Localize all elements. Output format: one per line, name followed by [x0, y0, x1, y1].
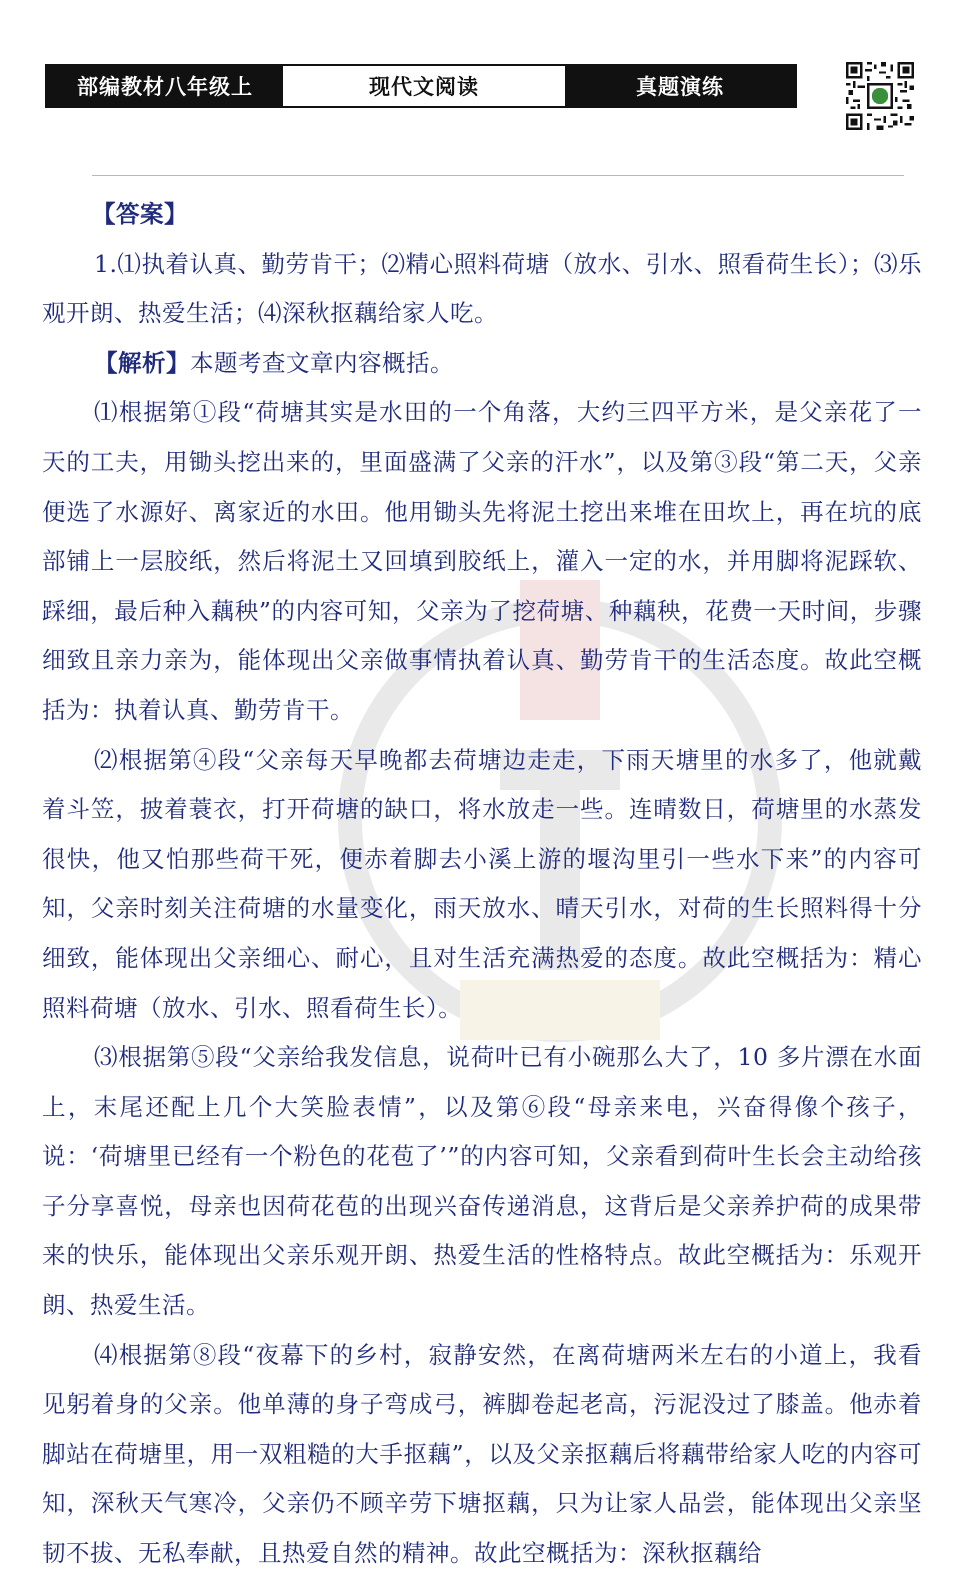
header-section-label: 现代文阅读 [283, 66, 565, 106]
answer-label: 【答案】 [92, 200, 188, 228]
analysis-paragraph: ⑴根据第①段“荷塘其实是水田的一个角落，大约三四平方米，是父亲花了一天的工夫，用锄头挖出来的，里面盛满了父亲的汗水”，以及第③段“第二天，父亲便选了水源好、离家近的水田。他用锄头先将泥土挖出来堆在田坎上，再在坑的底部铺上一层胶纸，然后将泥土又回填到胶纸上，灌入一定的水，并用脚将泥踩软、踩细，最后种入藕秧”的内容可知，父亲为了挖荷塘、种藕秧，花费一天时间，步骤细致且亲力亲为，能体现出父亲做事情执着认真、勤劳肯干的生活态度。故此空概括为：执着认真、勤劳肯干。 [42, 398, 922, 724]
analysis-paragraph: ⑶根据第⑤段“父亲给我发信息，说荷叶已有小碗那么大了，10 多片漂在水面上，末尾还配上几个大笑脸表情”，以及第⑥段“母亲来电，兴奋得像个孩子，说：‘荷塘里已经有一个粉色的花苞了’”的内容可知，父亲看到荷叶生长会主动给孩子分享喜悦，母亲也因荷花苞的出现兴奋传递消息，这背后是父亲养护荷的成果带来的快乐，能体现出父亲乐观开朗、热爱生活的性格特点。故此空概括为：乐观开朗、热爱生活。 [42, 1043, 922, 1320]
header-grade-label: 部编教材八年级上 [47, 66, 283, 106]
header-divider [92, 175, 904, 176]
qr-code-icon[interactable] [846, 62, 914, 130]
analysis-paragraph: ⑵根据第④段“父亲每天早晚都去荷塘边走走，下雨天塘里的水多了，他就戴着斗笠，披着蓑衣，打开荷塘的缺口，将水放走一些。连晴数日，荷塘里的水蒸发很快，他又怕那些荷干死，便赤着脚去小溪上游的堰沟里引一些水下来”的内容可知，父亲时刻关注荷塘的水量变化，雨天放水、晴天引水，对荷的生长照料得十分细致，能体现出父亲细心、耐心，且对生活充满热爱的态度。故此空概括为：精心照料荷塘（放水、引水、照看荷生长）。 [42, 745, 922, 1022]
analysis-intro: 本题考查文章内容概括。 [190, 348, 454, 377]
answer-text: 1.⑴执着认真、勤劳肯干；⑵精心照料荷塘（放水、引水、照看荷生长）；⑶乐观开朗、热爱生活；⑷深秋抠藕给家人吃。 [42, 249, 922, 328]
answer-content [42, 190, 922, 1579]
analysis-label: 【解析】 [94, 348, 190, 377]
analysis-line [42, 339, 922, 389]
header-bar [45, 64, 797, 108]
analysis-paragraph: ⑷根据第⑧段“夜幕下的乡村，寂静安然，在离荷塘两米左右的小道上，我看见躬着身的父亲。他单薄的身子弯成弓，裤脚卷起老高，污泥没过了膝盖。他赤着脚站在荷塘里，用一双粗糙的大手抠藕”，以及父亲抠藕后将藕带给家人吃的内容可知，深秋天气寒冷，父亲仍不顾辛劳下塘抠藕，只为让家人品尝，能体现出父亲坚韧不拔、无私奉献，且热爱自然的精神。故此空概括为：深秋抠藕给 [42, 1340, 922, 1568]
header-practice-label: 真题演练 [565, 66, 795, 106]
